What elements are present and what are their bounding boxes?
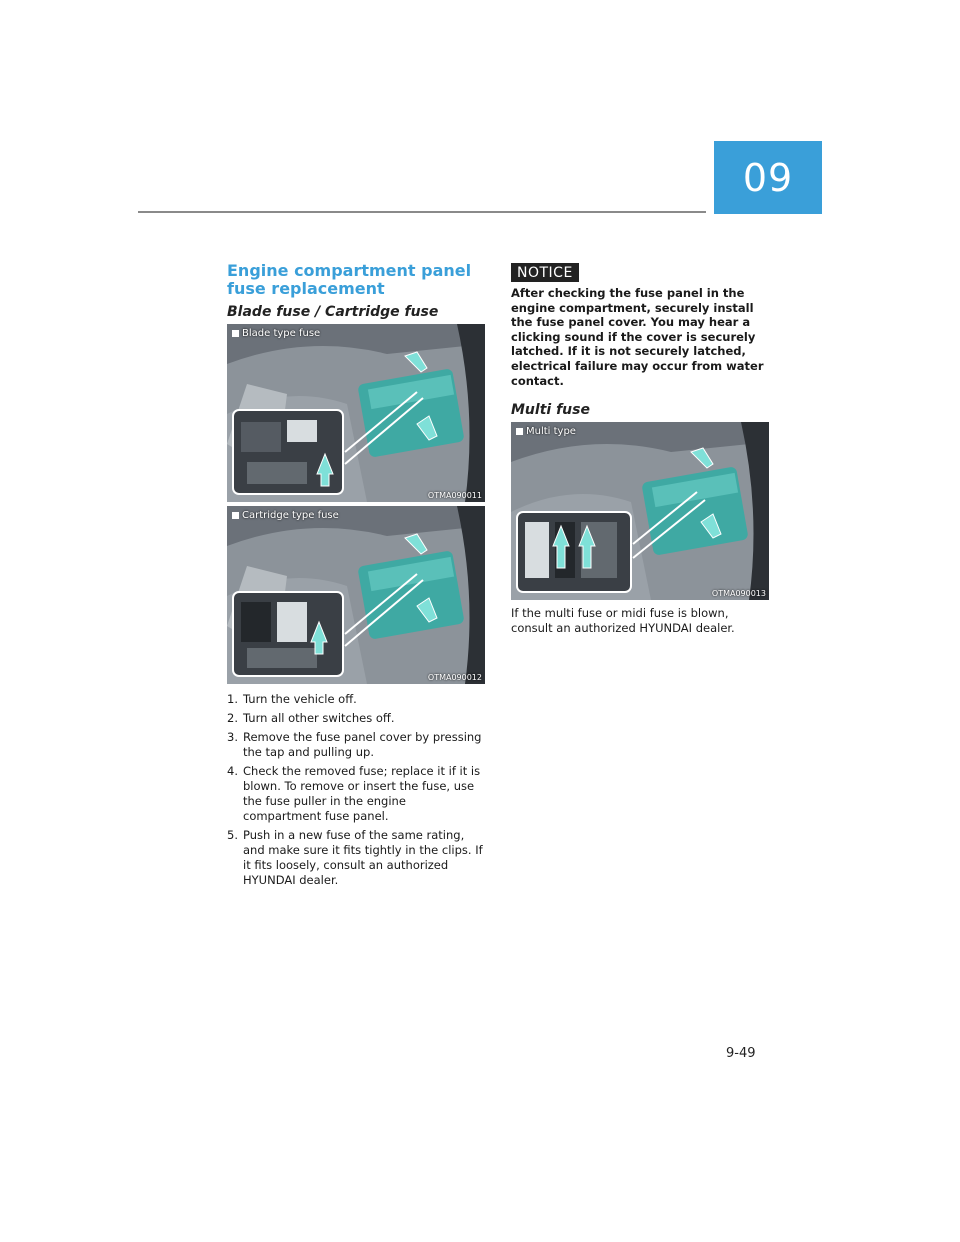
engine-compartment-illustration xyxy=(511,422,769,600)
figure-code: OTMA090012 xyxy=(427,673,482,682)
caption-text: Blade type fuse xyxy=(242,328,321,339)
caption-text: Cartridge type fuse xyxy=(242,510,339,521)
steps-list xyxy=(227,692,487,888)
step-text: Remove the fuse panel cover by pressing the tap and pulling up. xyxy=(243,730,482,759)
subsection-title-multi-fuse: Multi fuse xyxy=(511,402,590,419)
figure-caption xyxy=(516,426,576,437)
figure-cartridge-type-fuse xyxy=(227,506,485,684)
caption-text: Multi type xyxy=(526,426,576,438)
figure-multi-type-fuse xyxy=(511,422,769,600)
left-column xyxy=(227,262,487,892)
step-number: 2. xyxy=(227,711,238,725)
right-column xyxy=(511,262,771,636)
header-rule xyxy=(138,211,706,213)
notice-badge: NOTICE xyxy=(511,263,579,282)
step-item xyxy=(227,730,487,760)
step-number: 4. xyxy=(227,764,238,778)
step-text: Check the removed fuse; replace it if it is blown. To remove or insert the fuse, use the fuse puller in the engine compartment fuse panel. xyxy=(243,764,481,823)
figure-caption xyxy=(232,510,339,521)
subsection-title-blade-cartridge: Blade fuse / Cartridge fuse xyxy=(227,304,439,320)
step-item xyxy=(227,764,487,824)
notice-text: After checking the fuse panel in the engine compartment, securely install the fuse panel cover. You may hear a clicking sound if the cover is securely latched. If it is not securely latched, electrical failure may occur from water contact. xyxy=(511,286,764,388)
step-text: Turn the vehicle off. xyxy=(243,692,357,706)
engine-compartment-illustration xyxy=(227,324,485,502)
caption-square-icon xyxy=(232,330,239,337)
chapter-tab: 09 xyxy=(714,141,822,214)
caption-square-icon xyxy=(232,512,239,519)
step-item xyxy=(227,692,487,707)
page-number: 9-49 xyxy=(726,1046,756,1061)
step-text: Turn all other switches off. xyxy=(243,711,395,725)
figure-blade-type-fuse xyxy=(227,324,485,502)
step-item xyxy=(227,828,487,888)
caption-square-icon xyxy=(516,428,523,435)
step-number: 5. xyxy=(227,828,238,842)
figure-code: OTMA090013 xyxy=(711,589,766,599)
section-title: Engine compartment panel fuse replacement xyxy=(227,261,472,298)
figure-caption xyxy=(232,328,320,339)
step-number: 1. xyxy=(227,692,238,706)
step-item xyxy=(227,711,487,726)
step-text: Push in a new fuse of the same rating, and make sure it fits tightly in the clips. If it fits loosely, consult an authorized HYUNDAI dealer. xyxy=(243,828,483,887)
engine-compartment-illustration xyxy=(227,506,485,684)
step-number: 3. xyxy=(227,730,238,744)
figure-code: OTMA090011 xyxy=(427,491,482,500)
multi-fuse-body-text: If the multi fuse or midi fuse is blown, consult an authorized HYUNDAI dealer. xyxy=(511,606,735,636)
